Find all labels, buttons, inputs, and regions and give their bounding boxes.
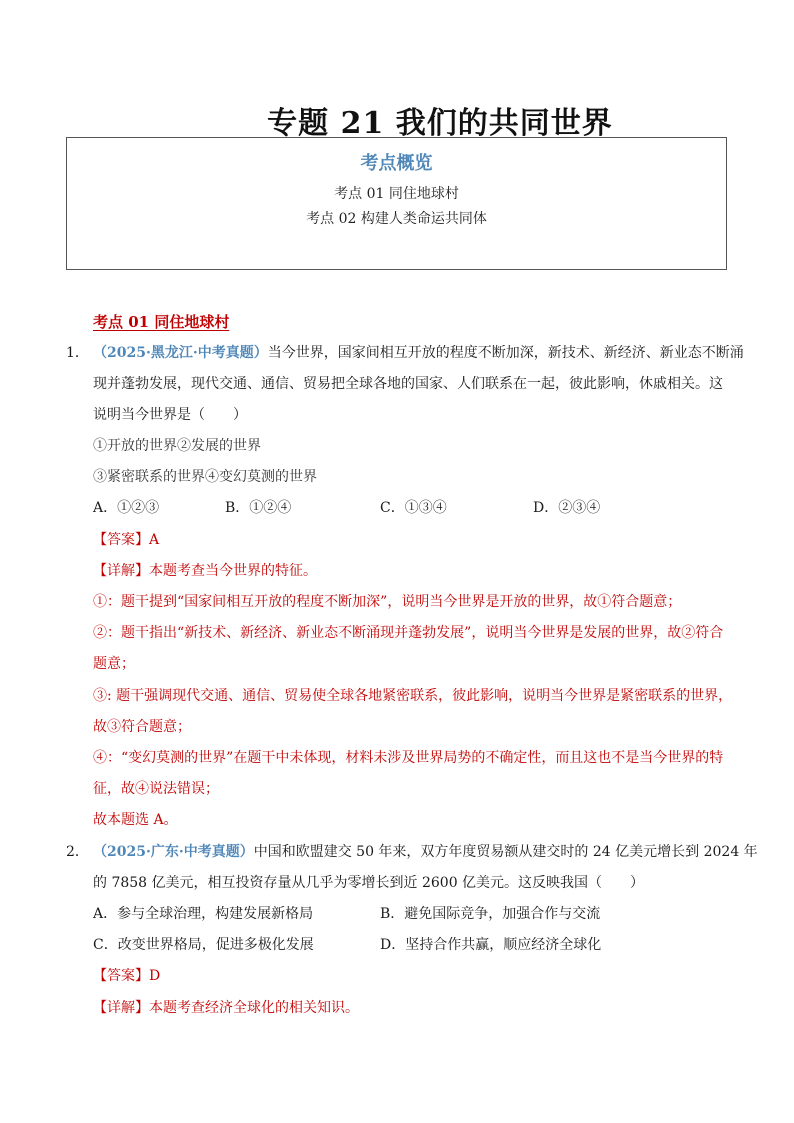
question-1-detail: 【详解】本题考查当今世界的特征。 [93,563,317,579]
question-2-option-b: B．避免国际竞争，加强合作与交流 [380,906,601,922]
question-1-stem-line-2: 现并蓬勃发展，现代交通、通信、贸易把全球各地的国家、人们联系在一起，彼此影响，休戚相关。这 [93,376,723,392]
question-1-explanation-4: ④：“变幻莫测的世界”在题干中未体现，材料未涉及世界局势的不确定性，而且这也不是当今世界的特 [93,750,724,766]
question-2-option-d: D．坚持合作共赢，顺应经济全球化 [380,937,602,953]
question-1-statement-2: ③紧密联系的世界④变幻莫测的世界 [93,469,317,485]
question-1-source: （2025·黑龙江·中考真题） [93,345,268,361]
overview-item-1: 考点 01 同住地球村 [334,186,459,202]
question-2-number: 2． [66,844,89,860]
question-1-stem-text-1: 当今世界，国家间相互开放的程度不断加深，新技术、新经济、新业态不断涌 [267,345,744,361]
question-1-stem-line-3: 说明当今世界是（ ） [93,407,247,423]
question-1-stem-line-1 [93,342,744,362]
question-1-option-d: D．②③④ [533,500,601,516]
question-1-statement-1: ①开放的世界②发展的世界 [93,438,261,454]
question-2-stem-text-1: 中国和欧盟建交 50 年来，双方年度贸易额从建交时的 24 亿美元增长到 2024 年 [253,844,758,860]
question-1-option-b: B．①②④ [225,500,292,516]
question-2-stem-line-2: 的 7858 亿美元，相互投资存量从几乎为零增长到近 2600 亿美元。这反映我国（ ） [93,875,645,891]
overview-box [66,137,727,270]
question-1-explanation-2: ②：题干指出“新技术、新经济、新业态不断涌现并蓬勃发展”，说明当今世界是发展的世界，故②符合 [93,625,724,641]
question-2-detail: 【详解】本题考查经济全球化的相关知识。 [93,1000,359,1016]
question-2-option-a: A．参与全球治理，构建发展新格局 [93,906,314,922]
question-2-source: （2025·广东·中考真题） [93,844,254,860]
question-1-number: 1． [66,345,89,361]
question-2-stem-line-1 [93,841,758,861]
section-heading-01: 考点 01 同住地球村 [93,313,230,331]
overview-heading: 考点概览 [360,153,433,174]
question-1-explanation-4-cont: 征，故④说法错误； [93,781,219,797]
question-1-explanation-3-cont: 故③符合题意； [93,719,191,735]
question-2-answer: 【答案】D [93,968,161,984]
question-1-answer: 【答案】A [93,532,160,548]
question-1-option-c: C．①③④ [380,500,447,516]
page-title: 专题 21 我们的共同世界 [267,106,613,141]
question-1-conclusion: 故本题选 A。 [93,812,178,828]
question-1-explanation-3: ③: 题干强调现代交通、通信、贸易使全球各地紧密联系，彼此影响，说明当今世界是紧密联系的世界， [93,688,733,704]
question-2-option-c: C．改变世界格局，促进多极化发展 [93,937,314,953]
question-1-explanation-2-cont: 题意； [93,656,135,672]
question-1-explanation-1: ①：题干提到“国家间相互开放的程度不断加深”，说明当今世界是开放的世界，故①符合题意； [93,594,682,610]
overview-item-2: 考点 02 构建人类命运共同体 [306,211,487,227]
question-1-option-a: A．①②③ [93,500,160,516]
